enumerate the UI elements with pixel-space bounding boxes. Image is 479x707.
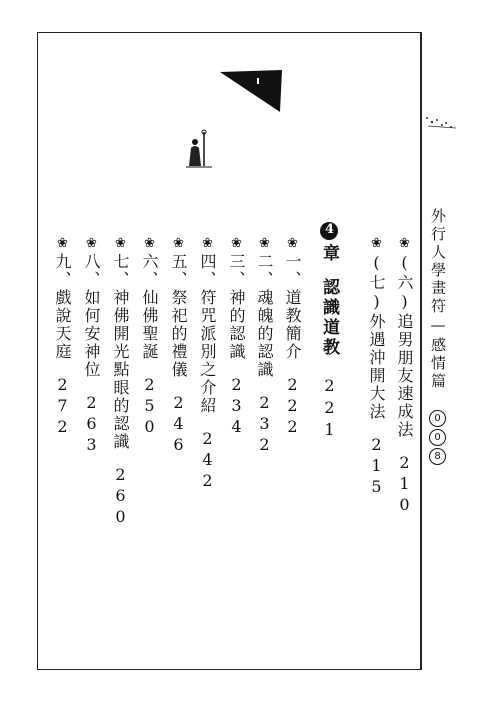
subitem-number: (七): [367, 253, 386, 313]
chapter-heading[interactable]: [320, 222, 338, 442]
toc-entry[interactable]: [83, 236, 99, 456]
toc-subitem-6[interactable]: [396, 236, 412, 516]
page-border-right: [420, 32, 422, 670]
toc-entry-page: 210: [395, 453, 414, 516]
chapter-number-badge: 4: [322, 222, 337, 240]
toc-entry-page: 242: [198, 429, 217, 492]
page-number: [429, 410, 446, 465]
toc-entry-page: 263: [82, 393, 101, 456]
flower-bullet-icon: ❀: [285, 236, 300, 253]
corner-triangle-illustration: [220, 70, 284, 114]
toc-entry-page: 232: [255, 393, 274, 456]
toc-entry[interactable]: [228, 236, 244, 438]
page-border-bottom: [37, 669, 421, 670]
flower-bullet-icon: ❀: [257, 236, 272, 253]
toc-entry-title: 五、祭祀的禮儀: [169, 253, 188, 379]
toc-entry-title: 外遇沖開大法: [367, 313, 386, 421]
flower-bullet-icon: ❀: [55, 236, 70, 253]
toc-entry-page: 215: [367, 435, 386, 498]
subitem-number: (六): [395, 253, 414, 313]
flower-bullet-icon: ❀: [113, 236, 128, 253]
flower-bullet-icon: ❀: [229, 236, 244, 253]
page-border-left: [37, 32, 38, 670]
toc-entry-page: 234: [227, 375, 246, 438]
flower-bullet-icon: ❀: [369, 236, 384, 253]
book-running-title: 外行人學畫符—感情篇: [429, 208, 447, 391]
toc-entry-page: 272: [53, 375, 72, 438]
toc-entry-title: 三、神的認識: [227, 253, 246, 361]
toc-entry-title: 七、神佛開光點眼的認識: [111, 253, 130, 451]
toc-entry[interactable]: [284, 236, 300, 438]
toc-entry[interactable]: [54, 236, 70, 438]
flower-bullet-icon: ❀: [84, 236, 99, 253]
praying-figure-illustration: [186, 128, 212, 168]
chapter-title: 認識道教: [319, 278, 339, 358]
flower-bullet-icon: ❀: [200, 236, 215, 253]
chapter-page: 221: [320, 376, 339, 442]
page-number-digit: 8: [429, 448, 446, 465]
toc-entry[interactable]: [256, 236, 272, 456]
toc-entry-title: 八、如何安神位: [82, 253, 101, 379]
corner-speckle-decoration: [424, 112, 458, 132]
toc-entry-title: 二、魂魄的認識: [255, 253, 274, 379]
toc-entry[interactable]: [199, 236, 215, 492]
toc-entry-title: 一、道教簡介: [283, 253, 302, 361]
page-number-digit: 0: [429, 410, 446, 427]
toc-entry-title: 九、戲說天庭: [53, 253, 72, 361]
toc-entry-page: 250: [140, 375, 159, 438]
chapter-prefix: 章: [319, 244, 339, 264]
toc-entry-page: 246: [169, 393, 188, 456]
toc-entry-page: 260: [111, 465, 130, 528]
flower-bullet-icon: ❀: [142, 236, 157, 253]
page-border-top: [37, 32, 421, 33]
flower-bullet-icon: ❀: [171, 236, 186, 253]
toc-entry-title: 六、仙佛聖誕: [140, 253, 159, 361]
toc-entry[interactable]: [170, 236, 186, 456]
flower-bullet-icon: ❀: [397, 236, 412, 253]
toc-entry[interactable]: [112, 236, 128, 528]
toc-entry-title: 四、符咒派別之介紹: [198, 253, 217, 415]
toc-subitem-7[interactable]: [368, 236, 384, 498]
toc-entry[interactable]: [141, 236, 157, 438]
page-number-digit: 0: [429, 429, 446, 446]
toc-entry-title: 追男朋友速成法: [395, 313, 414, 439]
toc-entry-page: 222: [283, 375, 302, 438]
